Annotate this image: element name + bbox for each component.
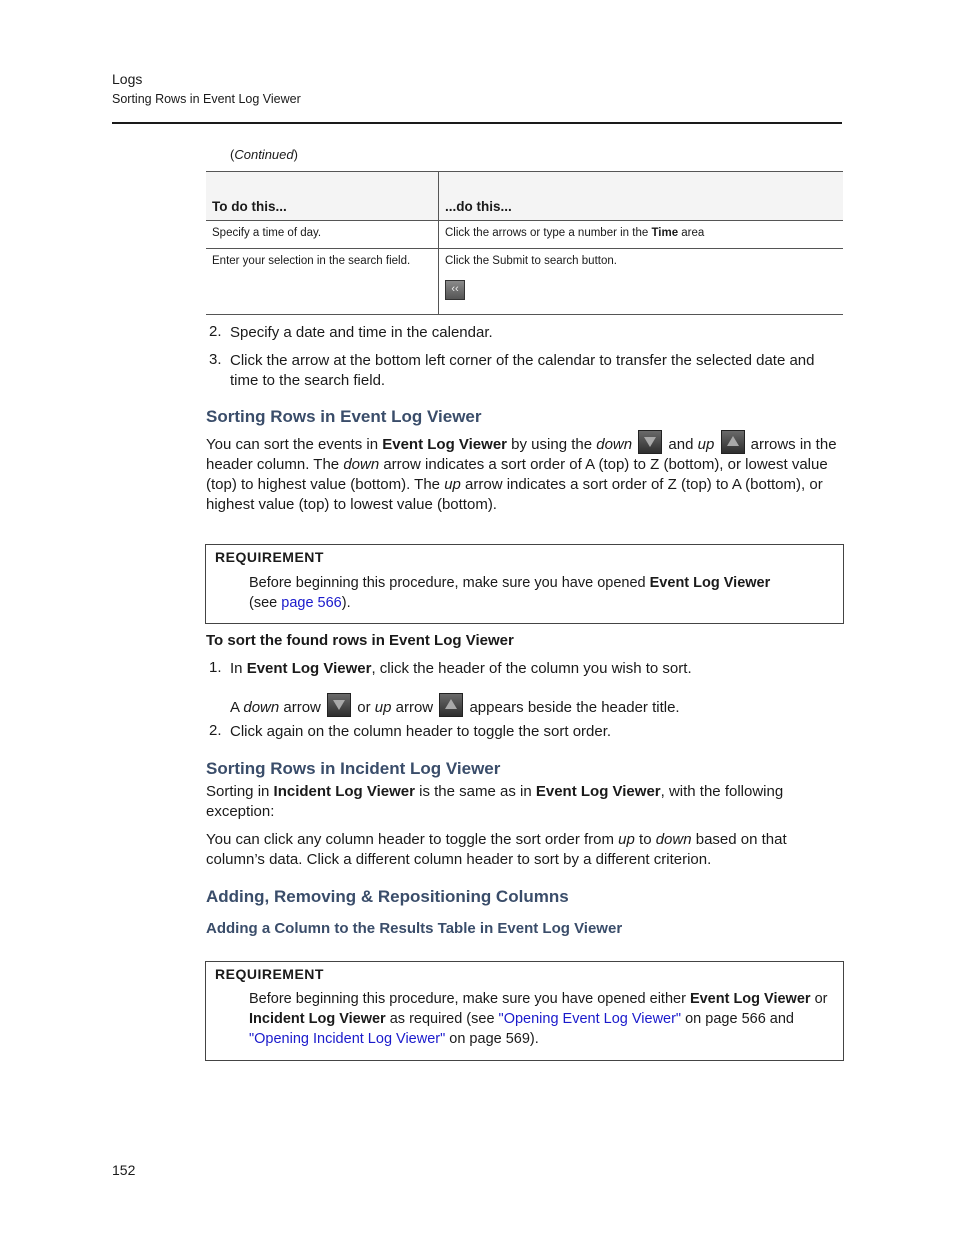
table-header-todo: To do this...	[206, 172, 439, 221]
heading-sorting-incident: Sorting Rows in Incident Log Viewer	[206, 759, 501, 778]
table-header-dothis: ...do this...	[439, 172, 844, 221]
subheading-add-column: Adding a Column to the Results Table in Event Log Viewer	[206, 920, 623, 937]
section-subtitle: Sorting Rows in Event Log Viewer	[112, 92, 301, 106]
cell-text: area	[678, 227, 705, 239]
cell-bold-text: Time	[651, 227, 679, 239]
sorting-event-paragraph: You can sort the events in Event Log Viewer by using the down and up arrows in the header column. The down arrow indicates a sort order of A (top) to Z (bottom), or lowest value (top) to highest value (bottom). The up arrow indicates a sort order of Z (top) to A (bottom), or highest value (top) to lowest value (bottom).	[206, 430, 844, 515]
opening-incident-log-viewer-link[interactable]: "Opening Incident Log Viewer"	[249, 1031, 446, 1047]
incident-paragraph-2: You can click any column header to toggle the sort order from up to down based on that column’s data. Click a different column header to sort by a different criterion.	[206, 831, 787, 868]
requirement-box	[205, 544, 844, 624]
cell-text: Click the Submit to search button.	[445, 255, 617, 267]
requirement-title: REQUIREMENT	[215, 549, 324, 565]
header-rule	[112, 122, 842, 124]
table-row	[206, 249, 843, 315]
opening-event-log-viewer-link[interactable]: "Opening Event Log Viewer"	[498, 1011, 682, 1027]
requirement-text: Before beginning this procedure, make sure you have opened Event Log Viewer (see page 566).	[249, 575, 771, 611]
step-text: Specify a date and time in the calendar.	[230, 324, 493, 341]
sort-down-icon	[638, 430, 662, 454]
sort-down-icon	[327, 693, 351, 717]
step-text: Click the arrow at the bottom left corner of the calendar to transfer the selected date and time to the search field.	[230, 352, 815, 389]
page-number: 152	[112, 1162, 136, 1178]
table-row	[206, 221, 843, 249]
table-cell: Enter your selection in the search field.	[206, 249, 439, 315]
requirement-box	[205, 961, 844, 1061]
table-header-row	[206, 172, 843, 221]
page-566-link[interactable]: page 566	[281, 595, 342, 611]
step-detail: A down arrow or up arrow appears beside the header title.	[230, 693, 842, 718]
sort-up-icon	[721, 430, 745, 454]
step-number: 1.	[209, 659, 222, 676]
table-cell: Specify a time of day.	[206, 221, 439, 249]
double-chevron-left-icon: ‹‹	[445, 280, 465, 300]
table-cell	[439, 249, 844, 315]
step-number: 2.	[209, 722, 222, 739]
table-cell	[439, 221, 844, 249]
incident-paragraph-1: Sorting in Incident Log Viewer is the same as in Event Log Viewer, with the following exception:	[206, 783, 784, 820]
step-number: 2.	[209, 323, 222, 340]
continued-note: (Continued)	[230, 147, 298, 162]
heading-sorting-event: Sorting Rows in Event Log Viewer	[206, 407, 482, 426]
step-number: 3.	[209, 351, 222, 368]
heading-columns: Adding, Removing & Repositioning Columns	[206, 887, 569, 906]
step-text: Click again on the column header to toggle the sort order.	[230, 723, 612, 740]
continued-label: Continued	[234, 147, 294, 162]
requirement-text: Before beginning this procedure, make sure you have opened either Event Log Viewer or Incident Log Viewer as required (see "Opening Event Log Viewer" on page 566 and "Opening Incident Log Viewer" on page 569).	[249, 991, 828, 1047]
procedure-title: To sort the found rows in Event Log Viewer	[206, 632, 514, 649]
cell-text: Click the arrows or type a number in the	[445, 227, 652, 239]
step-text: In Event Log Viewer, click the header of the column you wish to sort.	[230, 660, 692, 677]
requirement-title: REQUIREMENT	[215, 966, 324, 982]
instructions-table	[206, 171, 843, 315]
chapter-title: Logs	[112, 71, 143, 87]
sort-up-icon	[439, 693, 463, 717]
